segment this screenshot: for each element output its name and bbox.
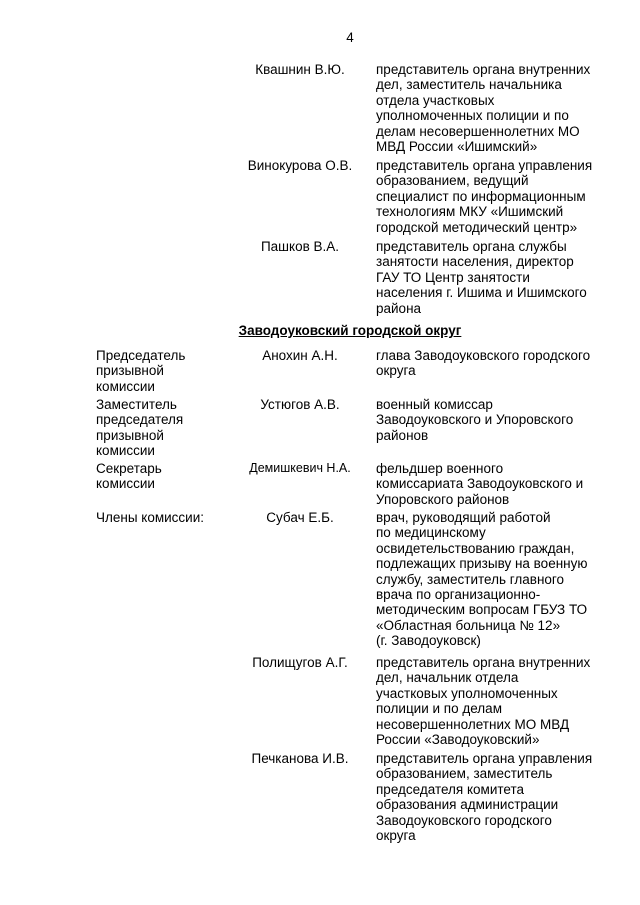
text-line: МВД России «Ишимский» [376,139,538,155]
text-line: по медицинскому [376,525,486,541]
text-line: района [376,300,422,316]
text-line: методическим вопросам ГБУЗ ТО [376,602,588,618]
text-line: округа [376,828,416,844]
text-line: представитель органа управления [376,158,593,173]
text-line: отдела участковых [376,92,495,108]
text-line: освидетельствованию граждан, [376,540,575,556]
text-line: комиссии [96,476,155,492]
text-line: районов [376,427,429,443]
text-line: врача по организационно- [376,587,541,603]
text-line: службу, заместитель главного [376,571,565,587]
text-line: Упоровского районов [376,491,510,507]
member-description [376,239,612,316]
text-line: Председатель [96,348,186,363]
text-line: комиссариата Заводоуковского и [376,476,584,492]
text-line: несовершеннолетних МО МВД [376,716,570,732]
member-name: Печканова И.В. [251,751,349,766]
text-line: представитель органа управления [376,751,593,766]
text-line: подлежащих призыву на военную [376,556,588,572]
text-line: (г. Заводоуковск) [376,633,481,649]
role-label [96,397,236,459]
member-description [376,397,612,443]
text-line: образованием, заместитель [376,766,553,782]
text-line: глава Заводоуковского городского [376,348,591,363]
text-line: ГАУ ТО Центр занятости [376,269,530,285]
text-line: призывной [96,363,164,379]
page-number: 4 [346,30,354,45]
text-line: участковых уполномоченных [376,685,558,701]
text-line: фельдшер военного [376,461,504,476]
text-line: врач, руководящий работой [376,510,551,525]
text-line: округа [376,363,416,379]
member-name: Полищугов А.Г. [252,655,348,670]
member-name: Демишкевич Н.А. [249,461,351,475]
member-description [376,348,612,379]
text-line: призывной [96,427,164,443]
text-line: Заводоуковского и Упоровского [376,412,574,428]
text-line: представитель органа внутренних [376,655,591,670]
member-name: Квашнин В.Ю. [255,62,345,77]
text-line: образования администрации [376,797,559,813]
role-label [96,461,236,492]
text-line: специалист по информационным [376,188,586,204]
text-line: председателя комитета [376,781,525,797]
text-line: «Областная больница № 12» [376,617,561,633]
member-description [376,158,612,235]
text-line: Заводоуковского городского [376,812,552,828]
member-name: Винокурова О.В. [247,158,353,173]
text-line: Члены комиссии: [96,510,205,525]
role-label [96,510,236,525]
text-line: городской методический центр» [376,219,578,235]
member-description [376,461,612,507]
member-description [376,751,612,843]
text-line: населения г. Ишима и Ишимского [376,285,587,301]
text-line: председателя [96,412,184,428]
member-name: Пашков В.А. [260,239,340,254]
text-line: России «Заводоуковский» [376,732,540,748]
text-line: представитель органа внутренних [376,62,591,77]
text-line: полиции и по делам [376,701,502,717]
member-name: Субач Е.Б. [266,510,334,525]
text-line: дел, заместитель начальника [376,77,562,93]
text-line: комиссии [96,378,155,394]
text-line: Заместитель [96,397,177,412]
text-line: уполномоченных полиции и по [376,108,569,124]
text-line: делам несовершеннолетних МО [376,123,580,139]
member-description [376,510,612,649]
text-line: комиссии [96,443,155,459]
text-line: образованием, ведущий [376,173,529,189]
text-line: военный комиссар [376,397,493,412]
member-name: Устюгов А.В. [260,397,340,412]
text-line: занятости населения, директор [376,254,574,270]
role-label [96,348,236,394]
member-name: Анохин А.Н. [262,348,338,363]
member-description [376,62,612,154]
text-line: дел, начальник отдела [376,670,519,686]
text-line: Секретарь [96,461,162,476]
member-description [376,655,612,747]
text-line: технологиям МКУ «Ишимский [376,204,564,220]
section-heading: Заводоуковский городской округ [238,323,462,338]
text-line: представитель органа службы [376,239,567,254]
